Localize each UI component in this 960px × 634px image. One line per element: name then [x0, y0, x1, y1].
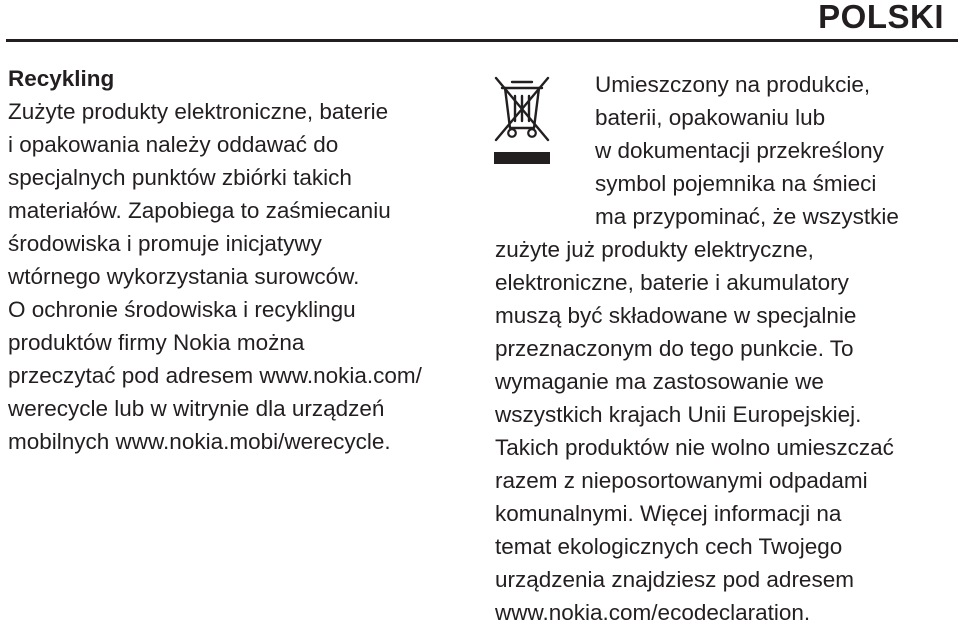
recycling-text-line: produktów firmy Nokia można [8, 330, 305, 355]
recycling-text-line: werecycle lub w witrynie dla urządzeń [8, 396, 385, 421]
weee-text-line: baterii, opakowaniu lub [595, 105, 826, 130]
weee-text-line: wymaganie ma zastosowanie we [495, 369, 824, 394]
recycling-text-line: przeczytać pod adresem www.nokia.com/ [8, 363, 422, 388]
weee-text-line: wszystkich krajach Unii Europejskiej. [495, 402, 862, 427]
weee-text-line: ma przypominać, że wszystkie [595, 204, 899, 229]
weee-notice-section [495, 68, 899, 629]
recycling-text-line: specjalnych punktów zbiórki takich [8, 165, 352, 190]
weee-text-line: temat ekologicznych cech Twojego [495, 534, 843, 559]
weee-text-line: www.nokia.com/ecodeclaration. [495, 600, 811, 625]
recycling-text-line: wtórnego wykorzystania surowców. [8, 264, 360, 289]
recycling-text-line: mobilnych www.nokia.mobi/werecycle. [8, 429, 391, 454]
weee-text-line: komunalnymi. Więcej informacji na [495, 501, 842, 526]
weee-text-line: razem z nieposortowanymi odpadami [495, 468, 868, 493]
page-language-title: POLSKI [818, 0, 944, 35]
recycling-section [8, 62, 422, 458]
recycling-text-line: O ochronie środowiska i recyklingu [8, 297, 356, 322]
recycling-text-line: materiałów. Zapobiega to zaśmiecaniu [8, 198, 391, 223]
weee-text-line: muszą być składowane w specjalnie [495, 303, 857, 328]
weee-text-line: elektroniczne, baterie i akumulatory [495, 270, 849, 295]
weee-text-line: przeznaczonym do tego punkcie. To [495, 336, 854, 361]
header-divider [6, 39, 958, 42]
recycling-text-line: i opakowania należy oddawać do [8, 132, 339, 157]
recycling-heading: Recykling [8, 66, 115, 91]
weee-text-line: Takich produktów nie wolno umieszczać [495, 435, 894, 460]
weee-text-line: zużyte już produkty elektryczne, [495, 237, 814, 262]
weee-text-line: w dokumentacji przekreślony [595, 138, 884, 163]
recycling-text-line: Zużyte produkty elektroniczne, baterie [8, 99, 389, 124]
weee-text-line: urządzenia znajdziesz pod adresem [495, 567, 854, 592]
recycling-text-line: środowiska i promuje inicjatywy [8, 231, 322, 256]
weee-text-line: Umieszczony na produkcie, [595, 72, 871, 97]
weee-text-line: symbol pojemnika na śmieci [595, 171, 877, 196]
